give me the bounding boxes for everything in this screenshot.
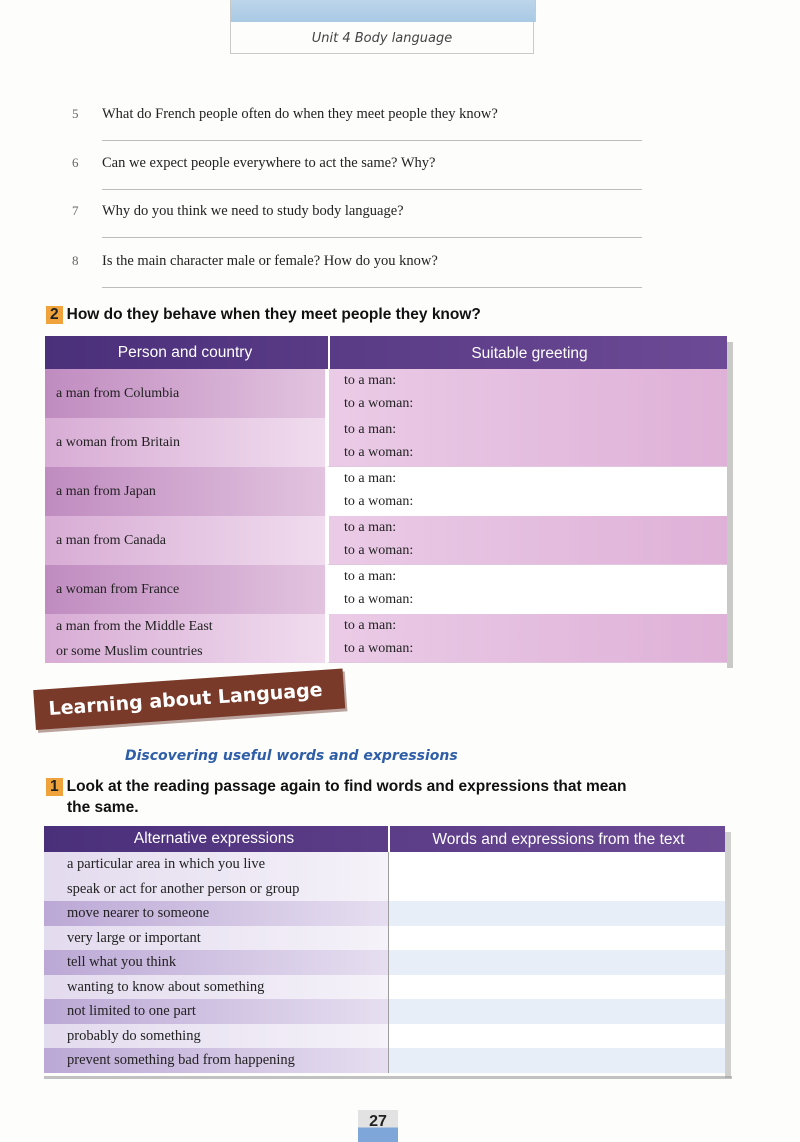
- column-header-person: Person and country: [117, 344, 253, 361]
- to-woman-label: to a woman:: [344, 543, 414, 558]
- expressions-table-header: [44, 826, 725, 852]
- person-cell: a man from Canada: [45, 516, 325, 565]
- table-row: [44, 852, 725, 877]
- person-cell: a woman from Britain: [45, 418, 325, 467]
- greeting-cell[interactable]: [327, 418, 727, 467]
- expression-cell: wanting to know about something: [44, 975, 388, 1000]
- expression-cell: not limited to one part: [44, 999, 388, 1024]
- exercise-1-text-line1: Look at the reading passage again to find words and expressions that mean: [66, 778, 627, 795]
- column-header-alternative: Alternative expressions: [133, 830, 295, 847]
- table-row: [45, 614, 727, 663]
- expression-cell: move nearer to someone: [44, 901, 388, 926]
- table-row: [44, 1024, 725, 1049]
- greeting-cell[interactable]: [327, 467, 727, 516]
- to-woman-label: to a woman:: [344, 641, 414, 656]
- column-header-greeting: Suitable greeting: [328, 336, 729, 369]
- greeting-table-header: [45, 336, 727, 369]
- answer-line[interactable]: [102, 189, 642, 190]
- to-man-label: to a man:: [344, 520, 397, 535]
- answer-cell[interactable]: [388, 1048, 725, 1073]
- table-shadow: [727, 342, 733, 668]
- unit-title: Unit 4 Body language: [230, 22, 534, 54]
- person-cell: a man from Columbia: [45, 369, 325, 418]
- to-man-label: to a man:: [344, 618, 397, 633]
- table-row: [45, 369, 727, 418]
- table-bottom-shadow: [44, 1076, 732, 1079]
- question-number: 5: [72, 106, 79, 121]
- expression-cell: speak or act for another person or group: [44, 877, 388, 902]
- table-row: [44, 999, 725, 1024]
- greeting-cell[interactable]: [327, 614, 727, 663]
- table-row: [45, 418, 727, 467]
- answer-cell[interactable]: [388, 901, 725, 926]
- expression-cell: tell what you think: [44, 950, 388, 975]
- greeting-cell[interactable]: [327, 565, 727, 614]
- answer-cell[interactable]: [388, 999, 725, 1024]
- person-line-2: or some Muslim countries: [56, 643, 203, 659]
- table-row: [44, 950, 725, 975]
- to-woman-label: to a woman:: [344, 592, 414, 607]
- expression-cell: very large or important: [44, 926, 388, 951]
- expressions-table: [44, 826, 725, 1073]
- table-row: [44, 877, 725, 902]
- to-man-label: to a man:: [344, 569, 397, 584]
- page-number: 27: [358, 1110, 398, 1142]
- question-number: 8: [72, 253, 79, 268]
- exercise-1-title: [46, 776, 736, 818]
- table-row: [44, 926, 725, 951]
- section-banner: Learning about Language: [33, 668, 345, 730]
- unit-banner-image: [230, 0, 536, 22]
- answer-cell[interactable]: [388, 950, 725, 975]
- question-text: Can we expect people everywhere to act the same? Why?: [102, 155, 436, 171]
- question-text: What do French people often do when they meet people they know?: [102, 106, 498, 122]
- to-woman-label: to a woman:: [344, 396, 414, 411]
- to-man-label: to a man:: [344, 422, 397, 437]
- exercise-number: 1: [46, 778, 63, 796]
- to-man-label: to a man:: [344, 471, 397, 486]
- table-row: [45, 467, 727, 516]
- answer-line[interactable]: [102, 237, 642, 238]
- exercise-number: 2: [46, 306, 63, 324]
- person-cell: [45, 614, 325, 663]
- person-cell: a man from Japan: [45, 467, 325, 516]
- answer-cell[interactable]: [388, 877, 725, 902]
- question-text: Is the main character male or female? How do you know?: [102, 253, 438, 269]
- question-number: 7: [72, 203, 79, 218]
- answer-line[interactable]: [102, 140, 642, 141]
- to-man-label: to a man:: [344, 373, 397, 388]
- table-shadow: [725, 832, 731, 1078]
- table-row: [45, 516, 727, 565]
- expression-cell: a particular area in which you live: [44, 852, 388, 877]
- answer-cell[interactable]: [388, 975, 725, 1000]
- greeting-cell[interactable]: [327, 369, 727, 418]
- person-cell: a woman from France: [45, 565, 325, 614]
- greeting-table: [45, 336, 727, 663]
- answer-line[interactable]: [102, 287, 642, 288]
- expression-cell: prevent something bad from happening: [44, 1048, 388, 1073]
- section-subheading: Discovering useful words and expressions: [125, 748, 458, 764]
- column-header-from-text: Words and expressions from the text: [388, 826, 727, 852]
- to-woman-label: to a woman:: [344, 445, 414, 460]
- to-woman-label: to a woman:: [344, 494, 414, 509]
- answer-cell[interactable]: [388, 852, 725, 877]
- answer-cell[interactable]: [388, 926, 725, 951]
- exercise-2-text: How do they behave when they meet people they know?: [66, 306, 481, 323]
- answer-cell[interactable]: [388, 1024, 725, 1049]
- table-row: [44, 1048, 725, 1073]
- table-row: [44, 975, 725, 1000]
- expression-cell: probably do something: [44, 1024, 388, 1049]
- table-row: [44, 901, 725, 926]
- exercise-1-text-line2: the same.: [67, 799, 139, 816]
- table-row: [45, 565, 727, 614]
- question-text: Why do you think we need to study body language?: [102, 203, 404, 219]
- greeting-cell[interactable]: [327, 516, 727, 565]
- person-line-1: a man from the Middle East: [56, 618, 213, 634]
- exercise-2-title: [46, 306, 481, 324]
- question-number: 6: [72, 155, 79, 170]
